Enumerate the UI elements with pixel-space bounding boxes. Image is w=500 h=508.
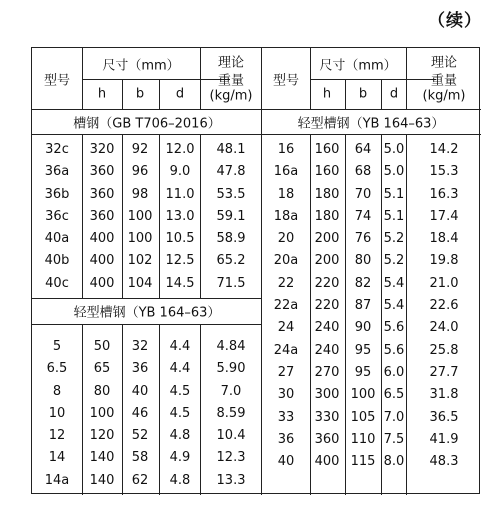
table-cell: 47.8 [216, 164, 246, 180]
rule-v-data-lower-1 [82, 324, 83, 495]
table-cell: 240 [314, 342, 340, 358]
table-cell: 5.0 [383, 142, 405, 157]
channel-gb-col-h [90, 139, 115, 295]
table-cell: 10 [48, 405, 66, 421]
table-cell: 300 [314, 387, 340, 403]
section-title-channel-gb: 槽钢（GB T706–2016） [73, 116, 221, 132]
table-cell: 18 [277, 186, 295, 202]
table-cell: 48.3 [429, 454, 459, 470]
header-model-left: 型号 [43, 73, 71, 89]
rule-v-data-lower-2 [122, 324, 123, 495]
table-cell: 160 [314, 164, 340, 180]
table-cell: 17.4 [429, 208, 459, 224]
table-cell: 330 [314, 409, 340, 425]
table-cell: 5.6 [383, 320, 405, 336]
table-cell: 32 [131, 339, 149, 354]
table-cell: 18a [273, 208, 299, 224]
header-d-left: d [175, 86, 185, 102]
table-cell: 40 [131, 383, 149, 399]
table-cell: 58.9 [216, 231, 246, 247]
table-cell: 95 [354, 342, 372, 358]
light-left-col-d [170, 336, 191, 492]
light-right-col-d [384, 139, 405, 473]
table-cell: 5.0 [383, 164, 405, 180]
table-cell: 15.3 [429, 164, 459, 180]
rule-left-section-bottom [32, 324, 261, 325]
table-cell: 400 [89, 275, 115, 291]
table-cell: 18.4 [429, 231, 459, 247]
table-cell: 9.0 [169, 164, 191, 180]
table-cell: 7.0 [383, 409, 405, 425]
table-cell: 110 [350, 431, 376, 447]
table-cell: 71.5 [216, 275, 246, 291]
table-cell: 64 [354, 142, 372, 157]
table-cell: 82 [354, 275, 372, 291]
table-cell: 100 [127, 231, 153, 247]
table-cell: 120 [89, 428, 115, 444]
rule-v-data-lower-4 [200, 324, 201, 495]
table-cell: 36c [45, 208, 69, 224]
table-cell: 59.1 [216, 208, 246, 224]
table-cell: 12.0 [165, 142, 195, 157]
table-cell: 27 [277, 364, 295, 380]
header-h-left: h [97, 86, 107, 102]
table-cell: 22 [277, 275, 295, 291]
table-cell: 400 [314, 454, 340, 470]
table-cell: 68 [354, 164, 372, 180]
table-cell: 36 [131, 361, 149, 377]
steel-channel-table [31, 47, 480, 494]
table-cell: 360 [89, 208, 115, 224]
table-cell: 5.90 [216, 361, 246, 377]
table-cell: 96 [131, 164, 149, 180]
table-cell: 5.1 [383, 186, 405, 202]
table-cell: 102 [127, 253, 153, 269]
channel-gb-col-model [45, 139, 70, 295]
header-h-right: h [322, 86, 332, 102]
table-cell: 36b [44, 186, 70, 202]
rule-header-mid-right [310, 79, 436, 80]
rule-section-top [32, 134, 481, 135]
table-cell: 105 [350, 409, 376, 425]
table-cell: 16a [273, 164, 299, 180]
table-cell: 33 [277, 409, 295, 425]
header-weight-line1-right: 理论 [430, 55, 458, 71]
table-cell: 4.5 [169, 383, 191, 399]
rule-header-mid-left [82, 79, 230, 80]
light-right-col-weight [430, 139, 459, 473]
table-cell: 21.0 [429, 275, 459, 291]
table-cell: 400 [89, 253, 115, 269]
table-cell: 270 [314, 364, 340, 380]
table-cell: 220 [314, 275, 340, 291]
table-cell: 10.4 [216, 428, 246, 444]
table-cell: 27.7 [429, 364, 459, 380]
table-cell: 140 [89, 472, 115, 488]
rule-v-data-left-3 [159, 134, 160, 298]
table-cell: 40b [44, 253, 70, 269]
rule-v-center [261, 48, 262, 495]
table-cell: 220 [314, 298, 340, 314]
table-cell: 360 [89, 164, 115, 180]
rule-v-bd-left-top [159, 79, 160, 109]
rule-v-data-right-1 [310, 134, 311, 495]
table-cell: 10.5 [165, 231, 195, 247]
continued-label: （续） [428, 11, 482, 31]
table-cell: 80 [354, 253, 372, 269]
table-cell: 36a [44, 164, 70, 180]
table-cell: 4.5 [169, 405, 191, 421]
table-cell: 13.0 [165, 208, 195, 224]
table-cell: 4.4 [169, 339, 191, 354]
light-left-col-weight [217, 336, 246, 492]
table-cell: 65.2 [216, 253, 246, 269]
table-cell: 13.3 [216, 472, 246, 488]
table-cell: 8 [52, 383, 62, 399]
rule-v-hb-right-top [345, 79, 346, 109]
table-cell: 92 [131, 142, 149, 157]
table-cell: 90 [354, 320, 372, 336]
light-right-col-model [274, 139, 299, 473]
table-cell: 14.5 [165, 275, 195, 291]
table-cell: 11.0 [165, 186, 195, 202]
table-cell: 5 [52, 339, 62, 354]
rule-v-hb-left-top [122, 79, 123, 109]
table-cell: 40a [44, 231, 70, 247]
table-cell: 58 [131, 450, 149, 466]
table-cell: 180 [314, 186, 340, 202]
channel-gb-col-d [166, 139, 195, 295]
header-weight-line2-left: 重量 [217, 73, 245, 89]
header-weight-line1-left: 理论 [217, 55, 245, 71]
table-cell: 36 [277, 431, 295, 447]
table-cell: 240 [314, 320, 340, 336]
table-cell: 360 [314, 431, 340, 447]
table-cell: 48.1 [216, 142, 246, 157]
table-cell: 4.8 [169, 428, 191, 444]
table-cell: 6.5 [46, 361, 68, 377]
table-cell: 104 [127, 275, 153, 291]
table-cell: 14 [48, 450, 66, 466]
header-d-right: d [389, 86, 399, 102]
table-cell: 74 [354, 208, 372, 224]
channel-gb-col-b [128, 139, 153, 295]
rule-v-model-right [310, 48, 311, 109]
section-title-light-left: 轻型槽钢（YB 164–63） [73, 305, 221, 321]
table-cell: 200 [314, 231, 340, 247]
rule-v-data-left-2 [122, 134, 123, 298]
table-cell: 20a [273, 253, 299, 269]
table-cell: 14.2 [429, 142, 459, 157]
table-cell: 24.0 [429, 320, 459, 336]
table-cell: 41.9 [429, 431, 459, 447]
table-cell: 20 [277, 231, 295, 247]
table-cell: 115 [350, 454, 376, 470]
table-cell: 6.0 [383, 364, 405, 380]
table-cell: 200 [314, 253, 340, 269]
table-cell: 6.5 [383, 387, 405, 403]
header-weight-line2-right: 重量 [430, 73, 458, 89]
table-cell: 5.4 [383, 298, 405, 314]
table-cell: 12.5 [165, 253, 195, 269]
table-cell: 5.2 [383, 231, 405, 247]
rule-v-data-left-4 [200, 134, 201, 298]
table-cell: 80 [93, 383, 111, 399]
light-right-col-b [351, 139, 376, 473]
rule-v-data-lower-3 [159, 324, 160, 495]
rule-v-data-right-2 [345, 134, 346, 495]
light-left-col-b [132, 336, 149, 492]
rule-v-data-right-4 [406, 134, 407, 495]
table-cell: 180 [314, 208, 340, 224]
header-model-right: 型号 [272, 73, 300, 89]
rule-v-model-left [82, 48, 83, 109]
light-left-col-h [90, 336, 115, 492]
table-cell: 32c [45, 142, 69, 157]
table-cell: 320 [89, 142, 115, 157]
light-left-col-model [45, 336, 70, 492]
rule-v-bd-right-top [381, 79, 382, 109]
table-cell: 360 [89, 186, 115, 202]
rule-header-bottom [32, 109, 481, 110]
table-cell: 12 [48, 428, 66, 444]
table-cell: 19.8 [429, 253, 459, 269]
table-cell: 98 [131, 186, 149, 202]
table-cell: 100 [127, 208, 153, 224]
table-cell: 53.5 [216, 186, 246, 202]
table-cell: 12.3 [216, 450, 246, 466]
rule-v-weight-left-top [200, 48, 201, 109]
table-cell: 31.8 [429, 387, 459, 403]
table-cell: 30 [277, 387, 295, 403]
table-cell: 95 [354, 364, 372, 380]
table-cell: 87 [354, 298, 372, 314]
table-cell: 100 [350, 387, 376, 403]
table-cell: 4.4 [169, 361, 191, 377]
table-cell: 52 [131, 428, 149, 444]
header-size-left: 尺寸（mm） [102, 58, 180, 74]
table-cell: 22.6 [429, 298, 459, 314]
table-cell: 24 [277, 320, 295, 336]
header-b-right: b [358, 86, 368, 102]
channel-gb-col-weight [217, 139, 246, 295]
table-cell: 50 [93, 339, 111, 354]
table-cell: 25.8 [429, 342, 459, 358]
table-cell: 40 [277, 454, 295, 470]
table-cell: 14a [44, 472, 70, 488]
table-cell: 7.5 [383, 431, 405, 447]
rule-v-weight-right-top [406, 48, 407, 109]
rule-v-data-right-3 [381, 134, 382, 495]
table-cell: 100 [89, 405, 115, 421]
header-size-right: 尺寸（mm） [319, 58, 397, 74]
table-cell: 5.1 [383, 208, 405, 224]
table-cell: 16 [277, 142, 295, 157]
table-cell: 8.0 [383, 454, 405, 470]
table-cell: 40c [45, 275, 69, 291]
table-cell: 4.8 [169, 472, 191, 488]
table-cell: 65 [93, 361, 111, 377]
table-cell: 5.2 [383, 253, 405, 269]
header-weight-unit-right: (kg/m) [422, 88, 466, 104]
table-cell: 36.5 [429, 409, 459, 425]
table-cell: 16.3 [429, 186, 459, 202]
header-weight-unit-left: (kg/m) [209, 88, 253, 104]
table-cell: 4.9 [169, 450, 191, 466]
table-cell: 24a [273, 342, 299, 358]
rule-left-block-end [32, 298, 261, 299]
table-cell: 76 [354, 231, 372, 247]
table-cell: 4.84 [216, 339, 246, 354]
light-right-col-h [315, 139, 340, 473]
table-cell: 8.59 [216, 405, 246, 421]
table-cell: 62 [131, 472, 149, 488]
table-cell: 5.6 [383, 342, 405, 358]
table-cell: 5.4 [383, 275, 405, 291]
table-cell: 160 [314, 142, 340, 157]
table-cell: 46 [131, 405, 149, 421]
table-cell: 400 [89, 231, 115, 247]
section-title-light-right: 轻型槽钢（YB 164–63） [297, 116, 445, 132]
table-cell: 70 [354, 186, 372, 202]
table-cell: 140 [89, 450, 115, 466]
table-cell: 22a [273, 298, 299, 314]
header-b-left: b [135, 86, 145, 102]
rule-v-data-left-1 [82, 134, 83, 298]
table-cell: 7.0 [220, 383, 242, 399]
